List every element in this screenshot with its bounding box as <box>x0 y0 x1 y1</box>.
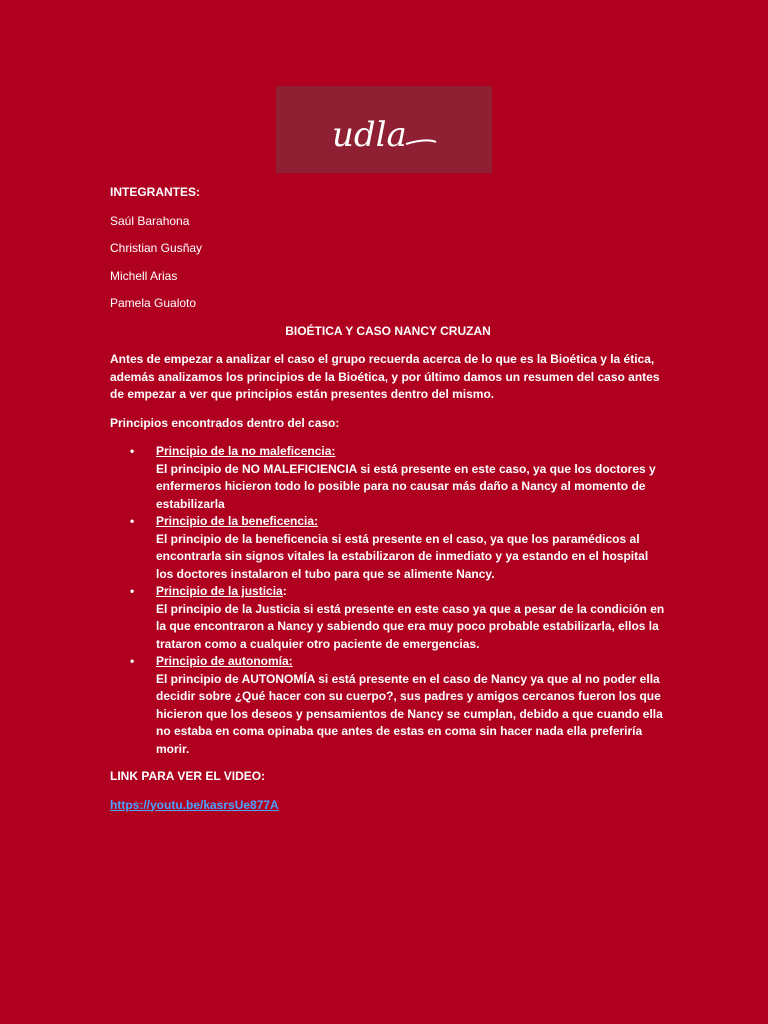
document-title: BIOÉTICA Y CASO NANCY CRUZAN <box>285 323 491 338</box>
member-name: Saúl Barahona <box>110 213 190 228</box>
member-name: Pamela Gualoto <box>110 296 197 310</box>
logo-swoosh <box>406 140 436 144</box>
members-heading: INTEGRANTES: <box>110 185 200 199</box>
document-body <box>110 184 666 814</box>
principle-title: Principio de la beneficencia: <box>156 514 319 528</box>
principles-heading: Principios encontrados dentro del caso: <box>110 415 340 430</box>
principles-list <box>110 443 666 758</box>
principle-title: Principio de la no maleficencia: <box>156 444 336 458</box>
list-item <box>110 443 666 513</box>
bullet-icon: • <box>130 514 135 528</box>
logo-text: udla <box>332 115 407 155</box>
bullet-icon: • <box>130 584 135 598</box>
principle-body: El principio de NO MALEFICIENCIA si está presente en este caso, ya que los doctores y enfermeros hicieron todo lo posible para no causar más daño a Nancy al momento de estabilizarla <box>156 461 656 511</box>
bullet-icon: • <box>130 654 135 668</box>
principle-body: El principio de AUTONOMÍA si está presente en el caso de Nancy ya que al no poder ella decidir sobre ¿Qué hacer con su cuerpo?, sus padres y amigos cercanos fueron los que hicieron que los deseos y pensamientos de Nancy se cumplan, debido a que cuando ella no estaba en coma opinaba que antes de estas en coma sin hacer nada ella preferiría morir. <box>156 671 663 756</box>
principle-title-suffix: : <box>282 584 287 598</box>
principle-body: El principio de la beneficencia si está presente en el caso, ya que los paramédicos al encontrarla sin signos vitales la estabilizaron de inmediato y ya estando en el hospital los doctores instalaron el tubo para que se alimente Nancy. <box>156 531 649 581</box>
intro-paragraph: Antes de empezar a analizar el caso el grupo recuerda acerca de lo que es la Bioética y la ética, además analizamos los principios de la Bioética, y por último damos un resumen del caso antes de empezar a ver que principios están presentes dentro del mismo. <box>110 352 660 401</box>
principle-title: Principio de autonomía: <box>156 654 293 668</box>
member-name: Christian Gusñay <box>110 241 203 255</box>
video-link[interactable]: https://youtu.be/kasrsUe877A <box>110 797 279 812</box>
bullet-icon: • <box>130 444 135 458</box>
udla-logo <box>276 86 492 173</box>
list-item <box>110 583 666 653</box>
principle-body: El principio de la Justicia si está presente en este caso ya que a pesar de la condición en la que encontraron a Nancy y sabiendo que era muy poco probable estabilizarla, ellos la trataron como a cualquier otro paciente de emergencias. <box>156 601 665 651</box>
list-item <box>110 653 666 758</box>
video-label: LINK PARA VER EL VIDEO: <box>110 769 266 783</box>
principle-title: Principio de la justicia <box>156 584 283 598</box>
list-item <box>110 513 666 583</box>
member-name: Michell Arias <box>110 268 178 283</box>
udla-logo-mark <box>276 86 492 173</box>
